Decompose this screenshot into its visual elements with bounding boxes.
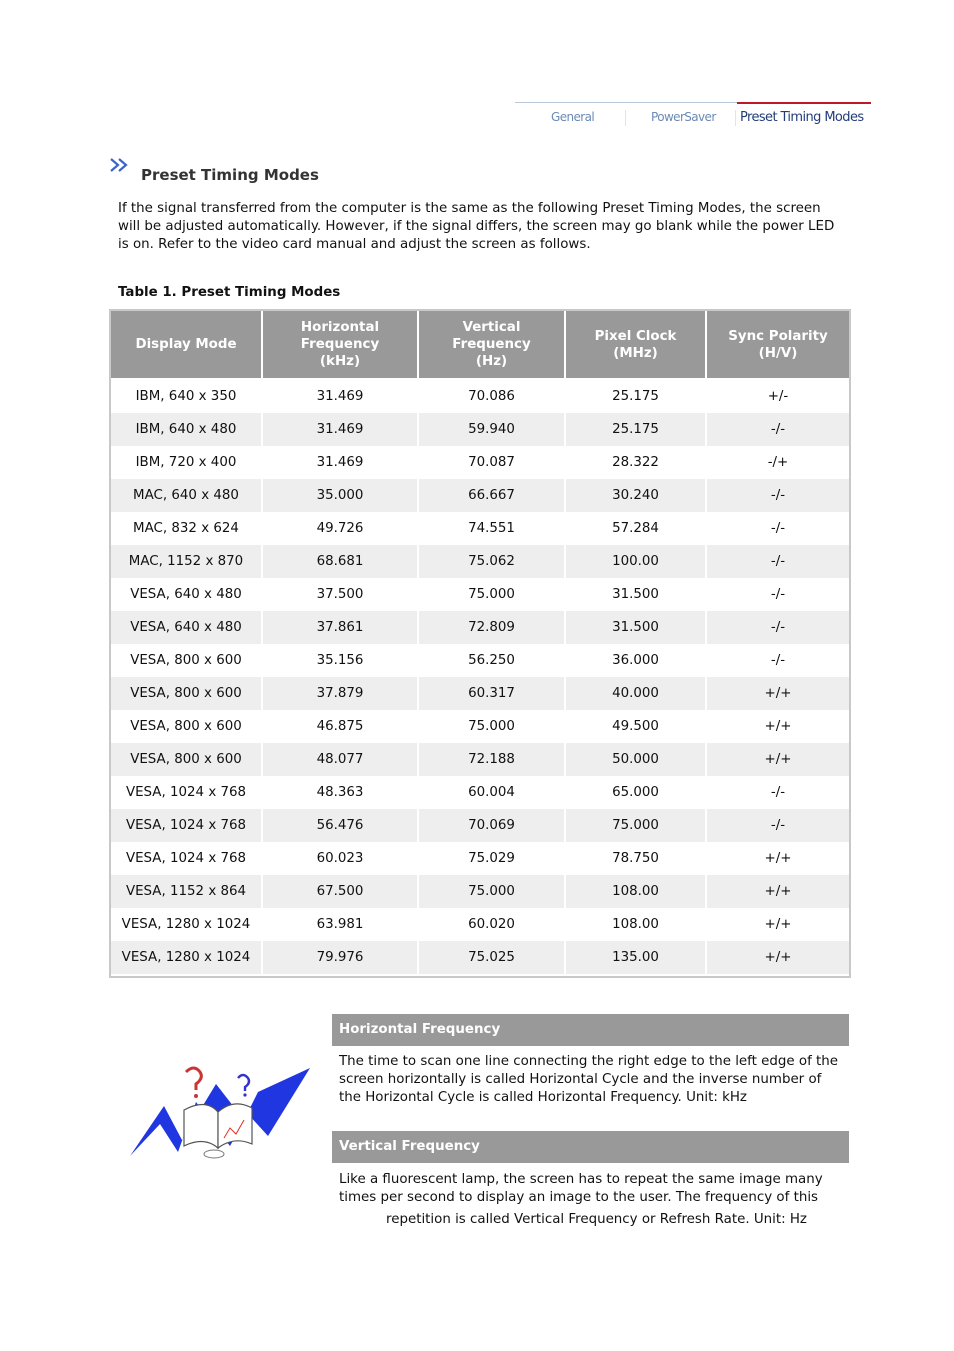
table-cell: 35.156 (263, 644, 419, 677)
column-header-line: (MHz) (613, 345, 658, 361)
table-cell: 31.469 (263, 446, 419, 479)
tab-bar (515, 102, 871, 132)
table-cell: 65.000 (566, 776, 707, 809)
table-cell: 70.069 (419, 809, 566, 842)
table-row (111, 809, 849, 842)
tab-preset-timing-modes[interactable]: Preset Timing Modes (740, 110, 864, 125)
table-cell: 75.000 (566, 809, 707, 842)
column-header-line: (Hz) (475, 354, 508, 369)
table-cell: 31.500 (566, 611, 707, 644)
table-cell: 31.500 (566, 578, 707, 611)
table-cell: 60.020 (419, 908, 566, 941)
column-header-line: (kHz) (319, 354, 361, 369)
table-cell: 79.976 (263, 941, 419, 974)
table-cell: VESA, 800 x 600 (111, 677, 263, 710)
table-cell: 56.250 (419, 644, 566, 677)
table-row (111, 545, 849, 578)
tab-bar-line (515, 102, 737, 103)
table-cell: -/- (770, 521, 786, 536)
table-cell: 67.500 (263, 875, 419, 908)
table-cell: +/+ (707, 677, 849, 710)
column-header-line: Frequency (300, 337, 380, 352)
column-header-line: Pixel Clock (594, 328, 677, 344)
table-cell: -/- (707, 809, 849, 842)
table-cell: 72.809 (419, 611, 566, 644)
table-cell: VESA, 1280 x 1024 (111, 941, 263, 974)
vertical-frequency-text: Like a fluorescent lamp, the screen has to repeat the same image many times per second to display an image to the user. The frequency of this (339, 1172, 823, 1205)
vertical-frequency-text-continued: repetition is called Vertical Frequency or Refresh Rate. Unit: Hz (386, 1212, 807, 1227)
table-cell: 75.025 (419, 941, 566, 974)
table-cell: 70.086 (419, 380, 566, 413)
column-header-line: Sync Polarity (728, 328, 828, 344)
table-cell: 108.00 (566, 875, 707, 908)
table-cell: IBM, 720 x 400 (111, 446, 263, 479)
table-cell: VESA, 640 x 480 (111, 578, 263, 611)
table-cell: 72.188 (419, 743, 566, 776)
table-cell: 66.667 (419, 479, 566, 512)
table-cell: 35.000 (263, 479, 419, 512)
table-cell: VESA, 800 x 600 (111, 743, 263, 776)
table-cell: MAC, 1152 x 870 (111, 545, 263, 578)
column-header-line: Display Mode (135, 337, 237, 352)
table-cell: +/+ (764, 917, 792, 932)
table-cell: 70.087 (419, 446, 566, 479)
horizontal-frequency-heading: Horizontal Frequency (332, 1014, 849, 1046)
table-cell: 37.861 (263, 611, 419, 644)
column-header (419, 311, 566, 380)
page-title: Preset Timing Modes (141, 166, 319, 184)
tab-separator (735, 110, 736, 126)
horizontal-frequency-text: The time to scan one line connecting the right edge to the left edge of the screen horizontally is called Horizontal Cycle and the inverse number of the Horizontal Cycle is called Horizontal Frequency. Unit: kHz (339, 1054, 839, 1105)
table-cell: 28.322 (566, 446, 707, 479)
table-cell: +/+ (707, 875, 849, 908)
table-cell: 25.175 (566, 413, 707, 446)
table-cell: 50.000 (566, 743, 707, 776)
table-cell: VESA, 800 x 600 (111, 710, 263, 743)
table-row (111, 908, 849, 941)
table-cell: -/- (707, 545, 849, 578)
table-cell: -/+ (767, 455, 789, 470)
table-cell: +/- (767, 389, 789, 404)
table-row (111, 578, 849, 611)
table-cell: 75.000 (419, 710, 566, 743)
column-header-line: Vertical (462, 320, 521, 335)
table-cell: 49.726 (263, 512, 419, 545)
vertical-frequency-heading: Vertical Frequency (332, 1131, 849, 1163)
intro-paragraph: If the signal transferred from the computer is the same as the following Preset Timing Modes, the screen will be adjusted automatically. However, if the signal differs, the screen may go blank while the power LED is on. Refer to the video card manual and adjust the screen as follows. (118, 201, 835, 252)
preset-timing-table (109, 309, 851, 978)
table-cell: MAC, 640 x 480 (111, 479, 263, 512)
table-row (111, 875, 849, 908)
column-header (566, 311, 707, 380)
table-row (111, 611, 849, 644)
table-cell: VESA, 640 x 480 (111, 611, 263, 644)
table-cell: 40.000 (566, 677, 707, 710)
table-cell: 31.469 (263, 380, 419, 413)
table-cell: VESA, 1024 x 768 (111, 809, 263, 842)
table-cell: VESA, 1152 x 864 (111, 875, 263, 908)
tab-general[interactable]: General (551, 110, 595, 124)
table-cell: 57.284 (566, 512, 707, 545)
table-row (111, 644, 849, 677)
table-cell: 31.469 (263, 413, 419, 446)
column-header (707, 311, 849, 380)
table-cell: +/+ (707, 743, 849, 776)
table-cell: -/- (707, 479, 849, 512)
table-cell: 36.000 (566, 644, 707, 677)
table-body (111, 380, 849, 974)
table-cell: IBM, 640 x 350 (111, 380, 263, 413)
table-cell: -/- (707, 413, 849, 446)
table-cell: 48.363 (263, 776, 419, 809)
table-cell: 78.750 (566, 842, 707, 875)
active-tab-indicator (737, 102, 871, 104)
table-caption: Table 1. Preset Timing Modes (118, 285, 341, 300)
table-cell: 108.00 (566, 908, 707, 941)
table-cell: 30.240 (566, 479, 707, 512)
table-cell: 68.681 (263, 545, 419, 578)
table-cell: 75.062 (419, 545, 566, 578)
table-cell: MAC, 832 x 624 (111, 512, 263, 545)
table-cell: 60.004 (419, 776, 566, 809)
table-cell: +/+ (764, 851, 792, 866)
table-cell: VESA, 1280 x 1024 (111, 908, 263, 941)
table-row (111, 941, 849, 974)
column-header-line: Frequency (452, 337, 531, 352)
table-cell: 49.500 (566, 710, 707, 743)
table-header-row (111, 311, 849, 380)
column-header-line: (H/V) (758, 345, 798, 361)
table-row (111, 446, 849, 479)
table-cell: 63.981 (263, 908, 419, 941)
table-row (111, 710, 849, 743)
tab-powersaver[interactable]: PowerSaver (651, 110, 716, 124)
table-cell: 37.500 (263, 578, 419, 611)
table-row (111, 677, 849, 710)
table-cell: 46.875 (263, 710, 419, 743)
table-cell: 75.000 (419, 875, 566, 908)
table-cell: VESA, 1024 x 768 (111, 776, 263, 809)
table-cell: 25.175 (566, 380, 707, 413)
table-row (111, 413, 849, 446)
table-cell: 48.077 (263, 743, 419, 776)
table-cell: 75.000 (419, 578, 566, 611)
table-cell: -/- (707, 611, 849, 644)
column-header (111, 311, 263, 380)
table-cell: 37.879 (263, 677, 419, 710)
tab-separator (625, 110, 626, 126)
table-cell: -/- (770, 785, 786, 800)
column-header-line: Horizontal (300, 320, 380, 335)
table-cell: +/+ (764, 719, 792, 734)
table-cell: +/+ (707, 941, 849, 974)
table-row (111, 512, 849, 545)
table-cell: 75.029 (419, 842, 566, 875)
table-cell: VESA, 1024 x 768 (111, 842, 263, 875)
table-cell: IBM, 640 x 480 (111, 413, 263, 446)
table-cell: 100.00 (566, 545, 707, 578)
table-cell: 56.476 (263, 809, 419, 842)
table-cell: 135.00 (566, 941, 707, 974)
table-cell: VESA, 800 x 600 (111, 644, 263, 677)
table-row (111, 743, 849, 776)
confused-book-icon (126, 1062, 312, 1162)
table-cell: 60.317 (419, 677, 566, 710)
table-row (111, 479, 849, 512)
table-cell: 60.023 (263, 842, 419, 875)
table-row (111, 842, 849, 875)
table-row (111, 776, 849, 809)
double-chevron-icon (109, 157, 131, 175)
column-header (263, 311, 419, 380)
table-cell: 59.940 (419, 413, 566, 446)
table-cell: -/- (770, 587, 786, 602)
table-row (111, 380, 849, 413)
table-cell: 74.551 (419, 512, 566, 545)
table-cell: -/- (770, 653, 786, 668)
